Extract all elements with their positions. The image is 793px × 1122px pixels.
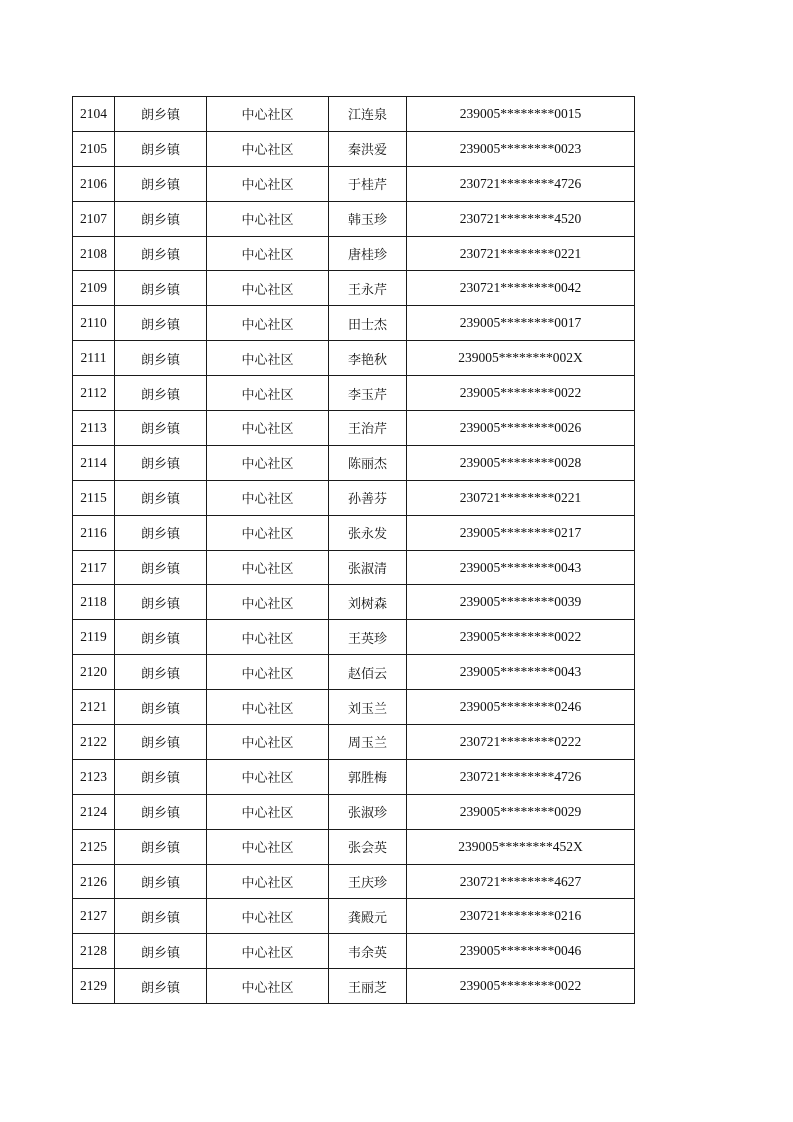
id-number-cell: 230721********0222 — [407, 725, 635, 760]
table-row — [73, 620, 635, 655]
person-name-cell: 孙善芬 — [329, 480, 407, 515]
community-cell: 中心社区 — [207, 794, 329, 829]
roster-table-body — [73, 97, 635, 1004]
id-number-cell: 239005********0015 — [407, 97, 635, 132]
community-cell: 中心社区 — [207, 829, 329, 864]
id-number-cell: 239005********0246 — [407, 690, 635, 725]
town-cell: 朗乡镇 — [115, 794, 207, 829]
table-row — [73, 934, 635, 969]
community-cell: 中心社区 — [207, 899, 329, 934]
id-number-cell: 239005********0043 — [407, 655, 635, 690]
row-number-cell: 2128 — [73, 934, 115, 969]
town-cell: 朗乡镇 — [115, 131, 207, 166]
table-row — [73, 690, 635, 725]
person-name-cell: 田士杰 — [329, 306, 407, 341]
community-cell: 中心社区 — [207, 97, 329, 132]
row-number-cell: 2123 — [73, 759, 115, 794]
person-name-cell: 韦余英 — [329, 934, 407, 969]
town-cell: 朗乡镇 — [115, 341, 207, 376]
community-cell: 中心社区 — [207, 725, 329, 760]
town-cell: 朗乡镇 — [115, 306, 207, 341]
id-number-cell: 230721********0042 — [407, 271, 635, 306]
table-row — [73, 236, 635, 271]
community-cell: 中心社区 — [207, 515, 329, 550]
town-cell: 朗乡镇 — [115, 759, 207, 794]
person-name-cell: 郭胜梅 — [329, 759, 407, 794]
id-number-cell: 239005********0026 — [407, 411, 635, 446]
person-name-cell: 韩玉珍 — [329, 201, 407, 236]
community-cell: 中心社区 — [207, 341, 329, 376]
person-name-cell: 张永发 — [329, 515, 407, 550]
id-number-cell: 239005********0022 — [407, 969, 635, 1004]
table-row — [73, 166, 635, 201]
person-name-cell: 王丽芝 — [329, 969, 407, 1004]
table-row — [73, 585, 635, 620]
community-cell: 中心社区 — [207, 376, 329, 411]
person-name-cell: 王治芹 — [329, 411, 407, 446]
roster-table — [72, 96, 635, 1004]
town-cell: 朗乡镇 — [115, 725, 207, 760]
town-cell: 朗乡镇 — [115, 969, 207, 1004]
row-number-cell: 2117 — [73, 550, 115, 585]
id-number-cell: 230721********0221 — [407, 236, 635, 271]
row-number-cell: 2120 — [73, 655, 115, 690]
town-cell: 朗乡镇 — [115, 934, 207, 969]
row-number-cell: 2114 — [73, 445, 115, 480]
person-name-cell: 周玉兰 — [329, 725, 407, 760]
town-cell: 朗乡镇 — [115, 899, 207, 934]
table-row — [73, 759, 635, 794]
town-cell: 朗乡镇 — [115, 411, 207, 446]
table-row — [73, 969, 635, 1004]
id-number-cell: 239005********0028 — [407, 445, 635, 480]
community-cell: 中心社区 — [207, 131, 329, 166]
town-cell: 朗乡镇 — [115, 376, 207, 411]
table-row — [73, 411, 635, 446]
id-number-cell: 230721********0221 — [407, 480, 635, 515]
person-name-cell: 刘树森 — [329, 585, 407, 620]
id-number-cell: 230721********0216 — [407, 899, 635, 934]
person-name-cell: 唐桂珍 — [329, 236, 407, 271]
town-cell: 朗乡镇 — [115, 236, 207, 271]
table-row — [73, 97, 635, 132]
id-number-cell: 230721********4726 — [407, 166, 635, 201]
town-cell: 朗乡镇 — [115, 829, 207, 864]
town-cell: 朗乡镇 — [115, 166, 207, 201]
table-row — [73, 376, 635, 411]
row-number-cell: 2107 — [73, 201, 115, 236]
row-number-cell: 2116 — [73, 515, 115, 550]
community-cell: 中心社区 — [207, 655, 329, 690]
row-number-cell: 2106 — [73, 166, 115, 201]
person-name-cell: 张淑珍 — [329, 794, 407, 829]
id-number-cell: 239005********0017 — [407, 306, 635, 341]
row-number-cell: 2111 — [73, 341, 115, 376]
table-row — [73, 829, 635, 864]
town-cell: 朗乡镇 — [115, 655, 207, 690]
table-row — [73, 725, 635, 760]
id-number-cell: 239005********0217 — [407, 515, 635, 550]
table-row — [73, 201, 635, 236]
id-number-cell: 239005********452X — [407, 829, 635, 864]
town-cell: 朗乡镇 — [115, 480, 207, 515]
person-name-cell: 王永芹 — [329, 271, 407, 306]
row-number-cell: 2115 — [73, 480, 115, 515]
table-row — [73, 341, 635, 376]
person-name-cell: 秦洪爱 — [329, 131, 407, 166]
id-number-cell: 239005********0043 — [407, 550, 635, 585]
row-number-cell: 2119 — [73, 620, 115, 655]
community-cell: 中心社区 — [207, 864, 329, 899]
row-number-cell: 2108 — [73, 236, 115, 271]
community-cell: 中心社区 — [207, 445, 329, 480]
town-cell: 朗乡镇 — [115, 445, 207, 480]
community-cell: 中心社区 — [207, 306, 329, 341]
table-row — [73, 655, 635, 690]
table-row — [73, 271, 635, 306]
person-name-cell: 陈丽杰 — [329, 445, 407, 480]
town-cell: 朗乡镇 — [115, 97, 207, 132]
person-name-cell: 江连泉 — [329, 97, 407, 132]
row-number-cell: 2112 — [73, 376, 115, 411]
town-cell: 朗乡镇 — [115, 620, 207, 655]
town-cell: 朗乡镇 — [115, 515, 207, 550]
row-number-cell: 2121 — [73, 690, 115, 725]
id-number-cell: 239005********0039 — [407, 585, 635, 620]
id-number-cell: 230721********4627 — [407, 864, 635, 899]
person-name-cell: 龚殿元 — [329, 899, 407, 934]
row-number-cell: 2110 — [73, 306, 115, 341]
table-row — [73, 550, 635, 585]
community-cell: 中心社区 — [207, 271, 329, 306]
id-number-cell: 239005********0022 — [407, 376, 635, 411]
town-cell: 朗乡镇 — [115, 585, 207, 620]
row-number-cell: 2124 — [73, 794, 115, 829]
table-row — [73, 445, 635, 480]
person-name-cell: 赵佰云 — [329, 655, 407, 690]
community-cell: 中心社区 — [207, 236, 329, 271]
row-number-cell: 2118 — [73, 585, 115, 620]
town-cell: 朗乡镇 — [115, 271, 207, 306]
community-cell: 中心社区 — [207, 759, 329, 794]
community-cell: 中心社区 — [207, 166, 329, 201]
community-cell: 中心社区 — [207, 690, 329, 725]
row-number-cell: 2104 — [73, 97, 115, 132]
town-cell: 朗乡镇 — [115, 690, 207, 725]
table-row — [73, 480, 635, 515]
town-cell: 朗乡镇 — [115, 550, 207, 585]
person-name-cell: 于桂芹 — [329, 166, 407, 201]
community-cell: 中心社区 — [207, 934, 329, 969]
table-row — [73, 515, 635, 550]
person-name-cell: 李玉芹 — [329, 376, 407, 411]
community-cell: 中心社区 — [207, 585, 329, 620]
row-number-cell: 2127 — [73, 899, 115, 934]
town-cell: 朗乡镇 — [115, 201, 207, 236]
community-cell: 中心社区 — [207, 620, 329, 655]
id-number-cell: 239005********0046 — [407, 934, 635, 969]
row-number-cell: 2122 — [73, 725, 115, 760]
person-name-cell: 王英珍 — [329, 620, 407, 655]
id-number-cell: 239005********0022 — [407, 620, 635, 655]
row-number-cell: 2105 — [73, 131, 115, 166]
id-number-cell: 230721********4726 — [407, 759, 635, 794]
id-number-cell: 230721********4520 — [407, 201, 635, 236]
row-number-cell: 2126 — [73, 864, 115, 899]
id-number-cell: 239005********0029 — [407, 794, 635, 829]
row-number-cell: 2129 — [73, 969, 115, 1004]
person-name-cell: 李艳秋 — [329, 341, 407, 376]
row-number-cell: 2109 — [73, 271, 115, 306]
table-row — [73, 131, 635, 166]
community-cell: 中心社区 — [207, 969, 329, 1004]
community-cell: 中心社区 — [207, 480, 329, 515]
id-number-cell: 239005********002X — [407, 341, 635, 376]
community-cell: 中心社区 — [207, 201, 329, 236]
person-name-cell: 刘玉兰 — [329, 690, 407, 725]
person-name-cell: 张淑清 — [329, 550, 407, 585]
id-number-cell: 239005********0023 — [407, 131, 635, 166]
row-number-cell: 2125 — [73, 829, 115, 864]
person-name-cell: 张会英 — [329, 829, 407, 864]
person-name-cell: 王庆珍 — [329, 864, 407, 899]
table-row — [73, 864, 635, 899]
table-row — [73, 794, 635, 829]
town-cell: 朗乡镇 — [115, 864, 207, 899]
row-number-cell: 2113 — [73, 411, 115, 446]
community-cell: 中心社区 — [207, 411, 329, 446]
table-row — [73, 899, 635, 934]
table-row — [73, 306, 635, 341]
community-cell: 中心社区 — [207, 550, 329, 585]
